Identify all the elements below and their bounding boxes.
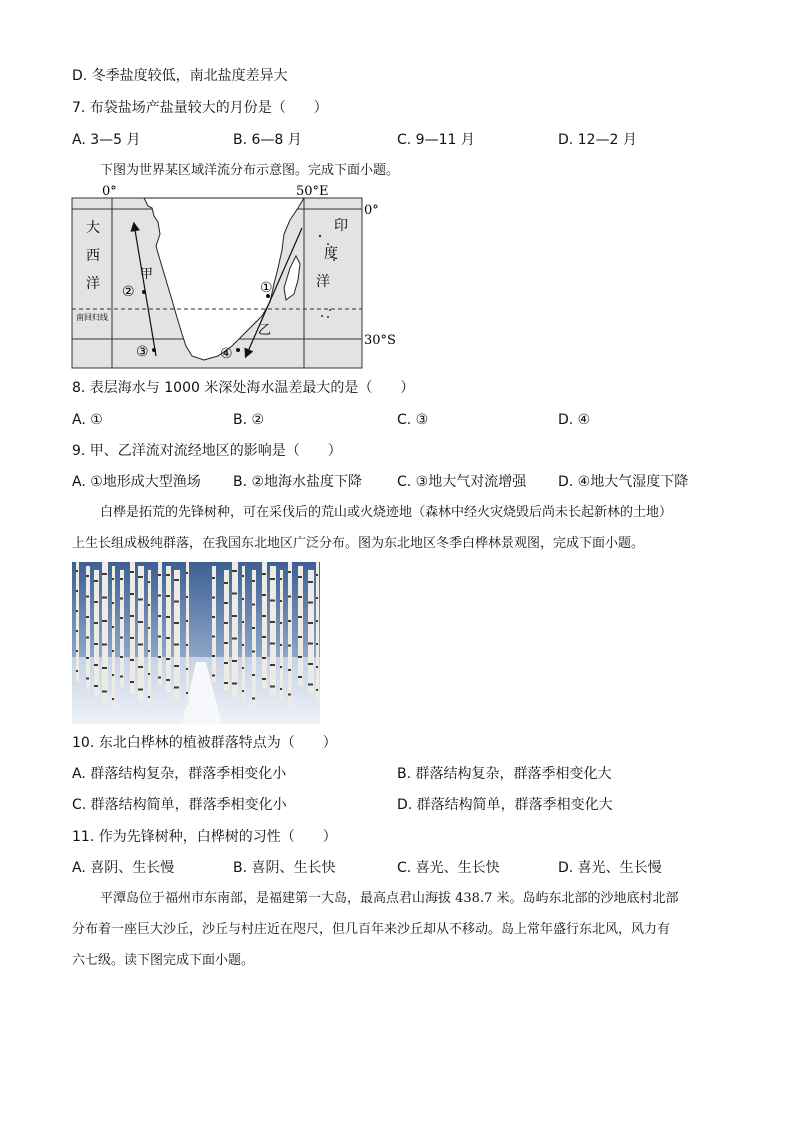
- q7-option-a: A. 3—5 月: [72, 132, 141, 148]
- birch-trunk: [158, 562, 162, 685]
- q7-option-c: C. 9—11 月: [397, 132, 475, 148]
- label-indian-1: 印: [334, 218, 348, 234]
- birch-forest-photo: [72, 562, 320, 724]
- birch-trunk: [316, 562, 319, 700]
- label-point-2: ②: [122, 284, 135, 300]
- label-indian-2: 度: [324, 246, 338, 262]
- birch-trunk: [138, 566, 144, 701]
- birch-trunk: [298, 566, 303, 686]
- label-point-1: ①: [260, 280, 273, 296]
- q10-stem: 10. 东北白桦林的植被群落特点为（ ）: [72, 735, 337, 751]
- birch-trunk: [224, 570, 229, 690]
- birch-trunk: [166, 566, 171, 692]
- label-lon-0: 0°: [102, 184, 117, 199]
- q10-option-a: A. 群落结构复杂，群落季相变化小: [72, 766, 287, 782]
- intro-pingtan-line1: 平潭岛位于福州市东南部，是福建第一大岛，最高点君山海拔 438.7 米。岛屿东北部的沙地底村北部: [100, 891, 679, 906]
- point-2-marker: [142, 290, 146, 294]
- label-atlantic-1: 大: [86, 220, 100, 236]
- q11-option-b: B. 喜阴、生长快: [233, 860, 336, 876]
- label-point-3: ③: [136, 344, 149, 360]
- label-lon-50e: 50°E: [296, 184, 329, 199]
- q9-stem: 9. 甲、乙洋流对流经地区的影响是（ ）: [72, 443, 342, 459]
- point-3-marker: [152, 348, 156, 352]
- q7-option-b: B. 6—8 月: [233, 132, 302, 148]
- q10-option-c: C. 群落结构简单，群落季相变化小: [72, 797, 287, 813]
- q10-option-d: D. 群落结构简单，群落季相变化大: [397, 797, 613, 813]
- q11-option-d: D. 喜光、生长慢: [558, 860, 662, 876]
- birch-trunk: [120, 570, 124, 687]
- label-indian-3: 洋: [316, 274, 330, 290]
- label-lat-30s: 30°S: [364, 333, 396, 348]
- q8-option-d: D. ④: [558, 412, 591, 428]
- birch-trunk: [242, 566, 245, 704]
- q11-stem: 11. 作为先锋树种，白桦树的习性（ ）: [72, 829, 337, 845]
- intro-birch-line1: 白桦是拓荒的先锋树种，可在采伐后的荒山或火烧迹地（森林中经火灾烧毁后尚未长起新林的土地）: [100, 505, 673, 520]
- q11-option-c: C. 喜光、生长快: [397, 860, 500, 876]
- birch-trunk: [76, 562, 79, 682]
- label-atlantic-2: 西: [86, 248, 100, 264]
- q8-option-c: C. ③: [397, 412, 429, 428]
- label-point-4: ④: [220, 346, 233, 362]
- birch-trunk: [174, 570, 180, 699]
- birch-trunk: [270, 566, 276, 695]
- intro-pingtan-line2: 分布着一座巨大沙丘，沙丘与村庄近在咫尺，但几百年来沙丘却从不移动。岛上常年盛行东北风，风力有: [72, 922, 671, 937]
- birch-trunk: [112, 566, 115, 710]
- q7-stem: 7. 布袋盐场产盐量较大的月份是（ ）: [72, 100, 328, 116]
- q8-stem: 8. 表层海水与 1000 米深处海水温差最大的是（ ）: [72, 380, 415, 396]
- intro-pingtan-line3: 六七级。读下图完成下面小题。: [72, 953, 255, 968]
- label-current-jia: 甲: [140, 267, 154, 282]
- q8-option-a: A. ①: [72, 412, 103, 428]
- q9-option-c: C. ③地大气对流增强: [397, 474, 527, 490]
- q7-option-d: D. 12—2 月: [558, 132, 637, 148]
- birch-trunk: [212, 566, 216, 683]
- label-tropic: 南回归线: [76, 313, 108, 322]
- birch-trunk: [280, 570, 283, 702]
- q10-option-b: B. 群落结构复杂，群落季相变化大: [397, 766, 612, 782]
- q8-option-b: B. ②: [233, 412, 265, 428]
- intro-ocean-currents: 下图为世界某区域洋流分布示意图。完成下面小题。: [100, 163, 400, 178]
- birch-trunk: [186, 562, 189, 706]
- intro-birch-line2: 上生长组成极纯群落，在我国东北地区广泛分布。图为东北地区冬季白桦林景观图，完成下面小题。: [72, 536, 645, 551]
- birch-trunk: [130, 562, 135, 694]
- q6-option-d: D. 冬季盐度较低，南北盐度差异大: [72, 68, 288, 84]
- birch-trunk: [102, 562, 108, 703]
- birch-trunk: [262, 562, 267, 688]
- birch-trunk: [232, 562, 238, 697]
- birch-trunk: [252, 570, 256, 711]
- birch-trunk: [308, 570, 314, 693]
- birch-trunk: [94, 570, 99, 696]
- q9-option-d: D. ④地大气湿度下降: [558, 474, 689, 490]
- birch-trunk: [86, 566, 90, 689]
- point-4-marker: [236, 348, 240, 352]
- label-lat-0: 0°: [364, 203, 379, 218]
- birch-trunk: [148, 570, 151, 708]
- q9-option-b: B. ②地海水盐度下降: [233, 474, 363, 490]
- birch-trunk: [288, 562, 292, 709]
- q9-option-a: A. ①地形成大型渔场: [72, 474, 201, 490]
- label-atlantic-3: 洋: [86, 276, 100, 292]
- ocean-current-map: [72, 184, 402, 378]
- q11-option-a: A. 喜阴、生长慢: [72, 860, 175, 876]
- label-current-yi: 乙: [258, 323, 272, 338]
